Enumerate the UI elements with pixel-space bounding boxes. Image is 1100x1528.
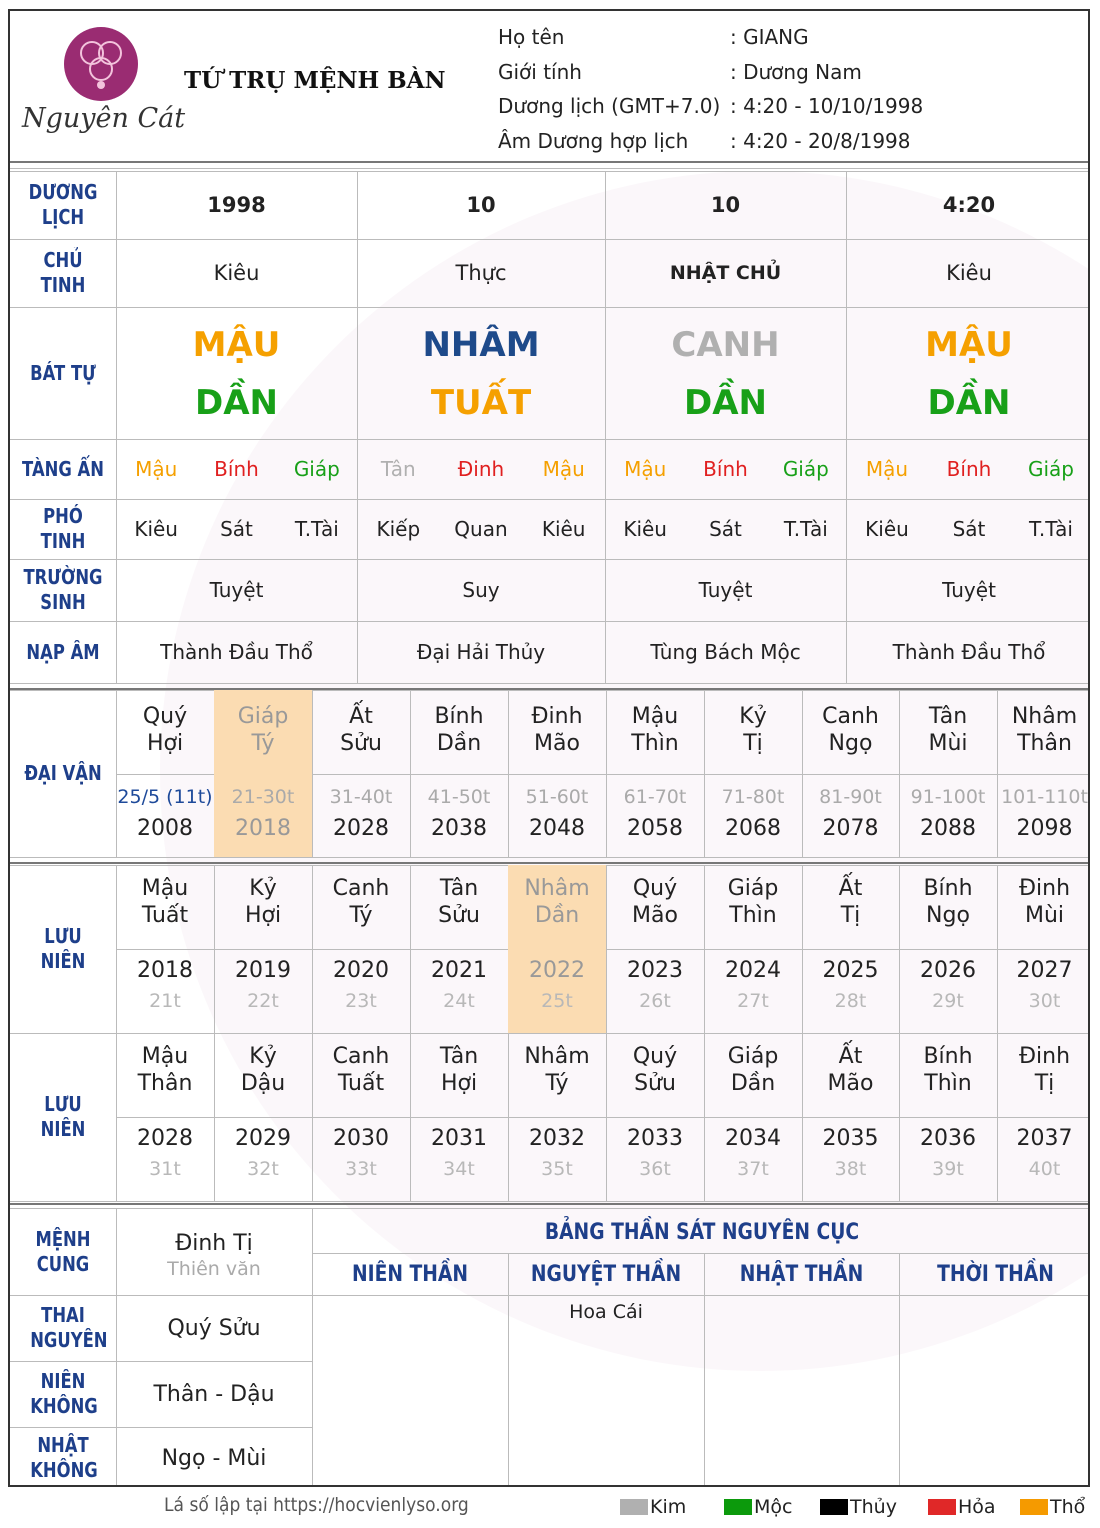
pillar-duong-lich: 10: [466, 193, 496, 217]
tang-an-item: Giáp: [293, 457, 340, 481]
pho-tinh-item: Sát: [709, 517, 742, 541]
dai-van-can-chi: [997, 703, 1090, 757]
luu-nien-column: [899, 865, 997, 1033]
dai-van-chi: Dần: [436, 731, 482, 756]
luu-nien-can-chi: [410, 875, 508, 929]
luu-nien-can-chi: [116, 875, 214, 929]
pillar-duong-lich: 10: [710, 193, 741, 217]
legend-swatch: [620, 1499, 648, 1515]
luu-nien-column: [997, 865, 1090, 1033]
dai-van-can-chi: [508, 703, 606, 757]
legend-item: [928, 1496, 996, 1518]
luu-nien-chi: Tý: [545, 1071, 569, 1096]
pillar-dia-chi: DẦN: [195, 383, 278, 423]
luu-nien-age: 27t: [737, 990, 769, 1012]
dai-van-age: 21-30t: [231, 786, 295, 808]
luu-nien-age: 24t: [443, 990, 475, 1012]
luu-nien-can: Tân: [439, 1044, 479, 1069]
dai-van-age: 41-50t: [427, 786, 491, 808]
dai-van-chi: Ngọ: [828, 731, 873, 756]
pillar-thien-can: NHÂM: [422, 325, 540, 365]
tang-an-item: Mậu: [624, 457, 667, 481]
dai-van-year: 2008: [137, 816, 193, 841]
pillar-nap-am: Thành Đầu Thổ: [160, 640, 313, 664]
info-value: : Dương Nam: [730, 59, 862, 84]
luu-nien-age: 33t: [345, 1158, 377, 1180]
luu-nien-age: 31t: [149, 1158, 181, 1180]
than-sat-title: BẢNG THẦN SÁT NGUYÊN CỤC: [544, 1219, 860, 1245]
luu-nien-can-chi: [214, 875, 312, 929]
luu-nien-column: [802, 865, 899, 1033]
luu-nien-year: 2018: [137, 958, 193, 983]
pillar-truong-sinh: Tuyệt: [698, 578, 753, 602]
dai-van-age: 31-40t: [329, 786, 393, 808]
luu-nien-can-chi: [704, 875, 802, 929]
dai-van-age: 71-80t: [721, 786, 785, 808]
dai-van-year: 2018: [235, 816, 291, 841]
legend-swatch: [820, 1499, 848, 1515]
dai-van-column: [214, 690, 312, 857]
than-sat-col-header: NGUYỆT THẦN: [530, 1261, 682, 1287]
dai-van-column: [508, 690, 606, 857]
luu-nien-can-chi: [312, 875, 410, 929]
dai-van-can-chi: [704, 703, 802, 757]
luu-nien-chi: Thìn: [729, 903, 777, 928]
info-label: Âm Dương hợp lịch: [498, 128, 689, 153]
tang-an-item: Bính: [946, 457, 992, 481]
nien-khong-value: Thân - Dậu: [153, 1381, 275, 1407]
row-label-nhat-khong: [20, 1427, 107, 1487]
legend-item: [1020, 1496, 1085, 1518]
luu-nien-chi: Mùi: [1024, 903, 1065, 928]
nhat-khong-value: Ngọ - Mùi: [161, 1445, 267, 1471]
info-label: Dương lịch (GMT+7.0): [498, 94, 721, 118]
dai-van-column: [410, 690, 508, 857]
luu-nien-can-chi: [410, 1043, 508, 1097]
luu-nien-year: 2023: [627, 958, 683, 983]
luu-nien-column: [704, 865, 802, 1033]
row-line: [10, 1201, 1088, 1202]
luu-nien-age: 38t: [834, 1158, 867, 1180]
luu-nien-year: 2025: [822, 958, 879, 983]
dai-van-chi: Tị: [743, 731, 763, 756]
luu-nien-age: 26t: [639, 990, 671, 1012]
luu-nien-year: 2019: [235, 958, 291, 983]
thai-nguyen-value: Quý Sửu: [167, 1315, 261, 1341]
pho-tinh-item: T.Tài: [1029, 517, 1073, 541]
label-text: NIÊN KHÔNG: [30, 1369, 98, 1418]
luu-nien-year: 2033: [627, 1126, 683, 1151]
luu-nien-year: 2022: [529, 958, 585, 983]
tang-an-item: Bính: [703, 457, 748, 481]
luu-nien-can: Nhâm: [524, 1044, 590, 1069]
dai-van-age: 61-70t: [623, 786, 687, 808]
legend-label: Thủy: [850, 1496, 897, 1518]
dai-van-column: [899, 690, 997, 857]
luu-nien-column: [312, 865, 410, 1033]
luu-nien-chi: Hợi: [440, 1071, 478, 1096]
row-line: [10, 1208, 1088, 1209]
legend-swatch: [928, 1499, 956, 1515]
dai-van-age: 25/5 (11t): [117, 786, 213, 808]
luu-nien-age: 28t: [834, 990, 867, 1012]
luu-nien-year: 2031: [431, 1126, 487, 1151]
legend-label: Thổ: [1050, 1496, 1086, 1518]
info-value: : 4:20 - 20/8/1998: [730, 128, 911, 153]
dai-van-can: Mậu: [631, 704, 679, 729]
info-label: Giới tính: [498, 59, 582, 84]
luu-nien-age: 30t: [1028, 990, 1061, 1012]
luu-nien-chi: Thìn: [924, 1071, 972, 1096]
row-label-menh-cung: [20, 1208, 107, 1295]
luu-nien-can-chi: [802, 875, 899, 929]
dai-van-chi: Tý: [251, 731, 275, 756]
luu-nien-can: Canh: [332, 876, 390, 901]
pho-tinh-item: Kiếp: [376, 517, 421, 541]
luu-nien-can-chi: [606, 1043, 704, 1097]
chart-sheet: [8, 9, 1090, 1487]
luu-nien-age: 22t: [247, 990, 279, 1012]
luu-nien-chi: Tuất: [141, 903, 189, 928]
dai-van-column: [606, 690, 704, 857]
pillar-nap-am: Đại Hải Thủy: [416, 640, 546, 664]
dai-van-can-chi: [606, 703, 704, 757]
luu-nien-can-chi: [606, 875, 704, 929]
luu-nien-can: Quý: [632, 1044, 678, 1069]
dai-van-year: 2028: [333, 816, 389, 841]
luu-nien-column: [606, 1033, 704, 1201]
luu-nien-chi: Tị: [840, 903, 861, 928]
legend-item: [820, 1496, 897, 1518]
luu-nien-year: 2032: [529, 1126, 585, 1151]
dai-van-year: 2038: [431, 816, 487, 841]
nguyet-than-item: Hoa Cái: [569, 1301, 643, 1323]
luu-nien-year: 2037: [1016, 1126, 1073, 1151]
tang-an-item: Bính: [214, 457, 259, 481]
row-label-luu-nien: LƯU NIÊN: [40, 924, 86, 973]
luu-nien-column: [410, 865, 508, 1033]
pillar-nap-am: Thành Đầu Thổ: [892, 640, 1046, 664]
luu-nien-can: Bính: [923, 1044, 973, 1069]
row-label-duong-lich: DƯƠNG LỊCH: [28, 180, 98, 229]
luu-nien-column: [214, 1033, 312, 1201]
legend-label: Hỏa: [958, 1496, 996, 1518]
luu-nien-can: Kỷ: [249, 1044, 277, 1069]
row-label-thai-nguyen: [20, 1295, 107, 1361]
pillar-thien-can: CANH: [671, 325, 780, 365]
luu-nien-year: 2035: [822, 1126, 879, 1151]
luu-nien-column: [214, 865, 312, 1033]
luu-nien-can-chi: [214, 1043, 312, 1097]
dai-van-can-chi: [312, 703, 410, 757]
luu-nien-age: 29t: [932, 990, 964, 1012]
pho-tinh-item: Sát: [220, 517, 253, 541]
dai-van-year: 2078: [822, 816, 879, 841]
luu-nien-can: Giáp: [727, 1044, 779, 1069]
luu-nien-year: 2030: [333, 1126, 389, 1151]
row-label-tang-an: TÀNG ẨN: [22, 456, 104, 481]
row-label-nien-khong: [20, 1361, 107, 1427]
dai-van-column: [704, 690, 802, 857]
luu-nien-column: [508, 1033, 606, 1201]
luu-nien-can: Đinh: [1018, 876, 1071, 901]
pillar-chu-tinh: Kiêu: [946, 261, 992, 285]
than-sat-col-header: THỜI THẦN: [937, 1261, 1054, 1287]
row-line: [10, 683, 1088, 684]
legend-swatch: [724, 1499, 752, 1515]
luu-nien-can-chi: [704, 1043, 802, 1097]
row-label-luu-nien: LƯU NIÊN: [40, 1092, 86, 1141]
row-line: [10, 307, 1088, 308]
dai-van-year: 2048: [529, 816, 585, 841]
luu-nien-column: [116, 1033, 214, 1201]
dai-van-year: 2058: [627, 816, 683, 841]
row-label-nap-am: NẠP ÂM: [26, 639, 100, 664]
luu-nien-chi: Mão: [632, 903, 678, 928]
dai-van-can: Canh: [822, 704, 879, 729]
pillar-thien-can: MẬU: [925, 325, 1013, 365]
luu-nien-chi: Ngọ: [926, 903, 970, 928]
luu-nien-can-chi: [899, 1043, 997, 1097]
section-divider: [10, 862, 1088, 864]
dai-van-can: Tân: [928, 704, 968, 729]
tang-an-item: Mậu: [865, 457, 909, 481]
dai-van-column: [997, 690, 1090, 857]
row-line: [10, 857, 1088, 858]
than-sat-col-header: NIÊN THẦN: [351, 1261, 469, 1287]
luu-nien-year: 2020: [333, 958, 389, 983]
pho-tinh-item: Kiêu: [134, 517, 178, 541]
dai-van-age: 81-90t: [819, 786, 882, 808]
luu-nien-column: [704, 1033, 802, 1201]
pillar-dia-chi: DẦN: [927, 383, 1011, 423]
dai-van-year: 2098: [1016, 816, 1073, 841]
luu-nien-column: [410, 1033, 508, 1201]
luu-nien-can: Giáp: [727, 876, 779, 901]
luu-nien-age: 35t: [541, 1158, 573, 1180]
luu-nien-age: 21t: [149, 990, 181, 1012]
dai-van-year: 2088: [920, 816, 976, 841]
pho-tinh-item: Sát: [952, 517, 986, 541]
luu-nien-year: 2036: [920, 1126, 976, 1151]
pillar-chu-tinh: NHẬT CHỦ: [669, 262, 782, 284]
pho-tinh-item: T.Tài: [783, 517, 828, 541]
luu-nien-column: [899, 1033, 997, 1201]
dai-van-can: Giáp: [237, 704, 289, 729]
label-text: MỆNH CUNG: [35, 1226, 91, 1276]
luu-nien-can-chi: [997, 1043, 1090, 1097]
dai-van-can-chi: [214, 703, 312, 757]
luu-nien-column: [116, 865, 214, 1033]
luu-nien-can: Tân: [439, 876, 479, 901]
luu-nien-can: Mậu: [141, 876, 189, 901]
luu-nien-column: [997, 1033, 1090, 1201]
luu-nien-chi: Hợi: [244, 903, 282, 928]
col-line: [704, 1253, 705, 1487]
luu-nien-chi: Thân: [137, 1071, 193, 1096]
dai-van-year: 2068: [725, 816, 781, 841]
pho-tinh-item: Kiêu: [865, 517, 909, 541]
pho-tinh-item: T.Tài: [294, 517, 339, 541]
pho-tinh-item: Quan: [454, 517, 508, 541]
dai-van-chi: Thân: [1017, 731, 1072, 756]
pillar-dia-chi: TUẤT: [430, 383, 532, 423]
dai-van-chi: Thìn: [631, 731, 679, 756]
pillar-truong-sinh: Tuyệt: [209, 578, 264, 602]
col-line: [312, 1208, 313, 1487]
dai-van-column: [312, 690, 410, 857]
label-text: NHẬT KHÔNG: [30, 1433, 98, 1482]
dai-van-can: Kỷ: [739, 704, 767, 729]
pillar-duong-lich: 4:20: [942, 193, 996, 217]
luu-nien-age: 39t: [932, 1158, 964, 1180]
dai-van-column: [116, 690, 214, 857]
luu-nien-can: Bính: [923, 876, 973, 901]
dai-van-can-chi: [899, 703, 997, 757]
luu-nien-age: 23t: [345, 990, 377, 1012]
luu-nien-age: 40t: [1028, 1158, 1061, 1180]
page-title: TỨ TRỤ MỆNH BÀN: [184, 67, 446, 94]
tang-an-item: Mậu: [135, 457, 178, 481]
dai-van-chi: Sửu: [340, 731, 382, 756]
menh-cung-value: Đinh Tị: [175, 1231, 253, 1256]
luu-nien-can-chi: [899, 875, 997, 929]
row-label-dai-van: ĐẠI VẬN: [24, 761, 102, 785]
luu-nien-year: 2027: [1016, 958, 1073, 983]
dai-van-age: 91-100t: [910, 786, 986, 808]
luu-nien-can: Mậu: [141, 1044, 189, 1069]
dai-van-can-chi: [802, 703, 899, 757]
luu-nien-year: 2021: [431, 958, 487, 983]
luu-nien-column: [312, 1033, 410, 1201]
divider: [10, 161, 1088, 163]
dai-van-can-chi: [410, 703, 508, 757]
tang-an-item: Tân: [380, 457, 416, 481]
col-line: [508, 1253, 509, 1487]
luu-nien-chi: Sửu: [634, 1071, 676, 1096]
pillar-thien-can: MẬU: [192, 325, 281, 365]
than-sat-col-header: NHẬT THẦN: [739, 1261, 864, 1287]
luu-nien-age: 25t: [541, 990, 573, 1012]
luu-nien-can-chi: [312, 1043, 410, 1097]
luu-nien-chi: Dậu: [240, 1071, 286, 1096]
luu-nien-year: 2029: [235, 1126, 291, 1151]
luu-nien-year: 2024: [725, 958, 781, 983]
pillar-truong-sinh: Tuyệt: [942, 578, 996, 602]
luu-nien-chi: Sửu: [438, 903, 480, 928]
luu-nien-age: 36t: [639, 1158, 671, 1180]
pillar-nap-am: Tùng Bách Mộc: [650, 640, 801, 664]
pillar-chu-tinh: Kiêu: [213, 261, 260, 285]
luu-nien-can-chi: [508, 875, 606, 929]
luu-nien-chi: Dần: [534, 903, 580, 928]
luu-nien-year: 2028: [137, 1126, 193, 1151]
pillar-truong-sinh: Suy: [462, 578, 500, 602]
luu-nien-chi: Tị: [1034, 1071, 1055, 1096]
row-label-bat-tu: BÁT TỰ: [30, 360, 96, 385]
info-value: : GIANG: [730, 25, 809, 49]
dai-van-can: Nhâm: [1011, 704, 1078, 729]
luu-nien-can: Đinh: [1018, 1044, 1071, 1069]
luu-nien-can: Kỷ: [249, 876, 277, 901]
divider: [10, 168, 1088, 169]
legend-item: [724, 1496, 792, 1518]
luu-nien-chi: Dần: [730, 1071, 776, 1096]
luu-nien-can-chi: [508, 1043, 606, 1097]
luu-nien-chi: Tuất: [337, 1071, 385, 1096]
luu-nien-column: [802, 1033, 899, 1201]
row-label-chu-tinh: CHỦ TINH: [40, 248, 86, 297]
luu-nien-column: [606, 865, 704, 1033]
pho-tinh-item: Kiêu: [623, 517, 667, 541]
luu-nien-can: Ất: [838, 876, 863, 901]
luu-nien-chi: Tý: [349, 903, 373, 928]
info-value: : 4:20 - 10/10/1998: [730, 94, 924, 118]
row-line: [312, 1295, 1090, 1296]
row-label-truong-sinh: TRƯỜNG SINH: [23, 565, 103, 614]
logo-icon: [62, 25, 140, 103]
label-text: THAI NGUYÊN: [30, 1303, 108, 1352]
dai-van-can: Đinh: [531, 704, 583, 729]
luu-nien-year: 2034: [725, 1126, 781, 1151]
col-line: [899, 1253, 900, 1487]
luu-nien-can: Quý: [632, 876, 678, 901]
info-label: Họ tên: [498, 25, 565, 49]
dai-van-can: Ất: [349, 704, 373, 729]
luu-nien-can-chi: [802, 1043, 899, 1097]
tang-an-item: Giáp: [782, 457, 829, 481]
dai-van-age: 101-110t: [1001, 786, 1088, 808]
tang-an-item: Mậu: [542, 457, 585, 481]
logo-text: Nguyên Cát: [22, 103, 186, 134]
luu-nien-can-chi: [116, 1043, 214, 1097]
dai-van-chi: Hợi: [146, 731, 184, 756]
legend-label: Kim: [650, 1496, 687, 1518]
tang-an-item: Đinh: [457, 457, 505, 481]
dai-van-chi: Mùi: [928, 731, 968, 756]
luu-nien-year: 2026: [920, 958, 976, 983]
luu-nien-age: 34t: [443, 1158, 475, 1180]
luu-nien-chi: Mão: [827, 1071, 874, 1096]
legend-label: Mộc: [754, 1496, 793, 1518]
dai-van-age: 51-60t: [525, 786, 589, 808]
section-divider: [10, 1203, 1088, 1205]
luu-nien-age: 37t: [737, 1158, 769, 1180]
menh-cung-sub: Thiên văn: [167, 1258, 261, 1280]
dai-van-can-chi: [116, 703, 214, 757]
pillar-dia-chi: DẦN: [684, 383, 767, 423]
pillar-duong-lich: 1998: [207, 193, 266, 217]
footer-text: Lá số lập tại https://hocvienlyso.org: [164, 1494, 469, 1516]
dai-van-column: [802, 690, 899, 857]
luu-nien-can: Ất: [838, 1044, 863, 1069]
legend-item: [620, 1496, 686, 1518]
dai-van-can: Quý: [142, 704, 188, 729]
dai-van-chi: Mão: [534, 731, 580, 756]
luu-nien-can: Canh: [332, 1044, 390, 1069]
luu-nien-age: 32t: [247, 1158, 279, 1180]
row-label-pho-tinh: PHÓ TINH: [40, 504, 86, 553]
dai-van-can: Bính: [434, 704, 484, 729]
legend-swatch: [1020, 1499, 1048, 1515]
luu-nien-can-chi: [997, 875, 1090, 929]
pho-tinh-item: Kiêu: [541, 517, 586, 541]
pillar-chu-tinh: Thực: [455, 261, 507, 285]
luu-nien-column: [508, 865, 606, 1033]
luu-nien-can: Nhâm: [524, 876, 590, 901]
tang-an-item: Giáp: [1027, 457, 1074, 481]
